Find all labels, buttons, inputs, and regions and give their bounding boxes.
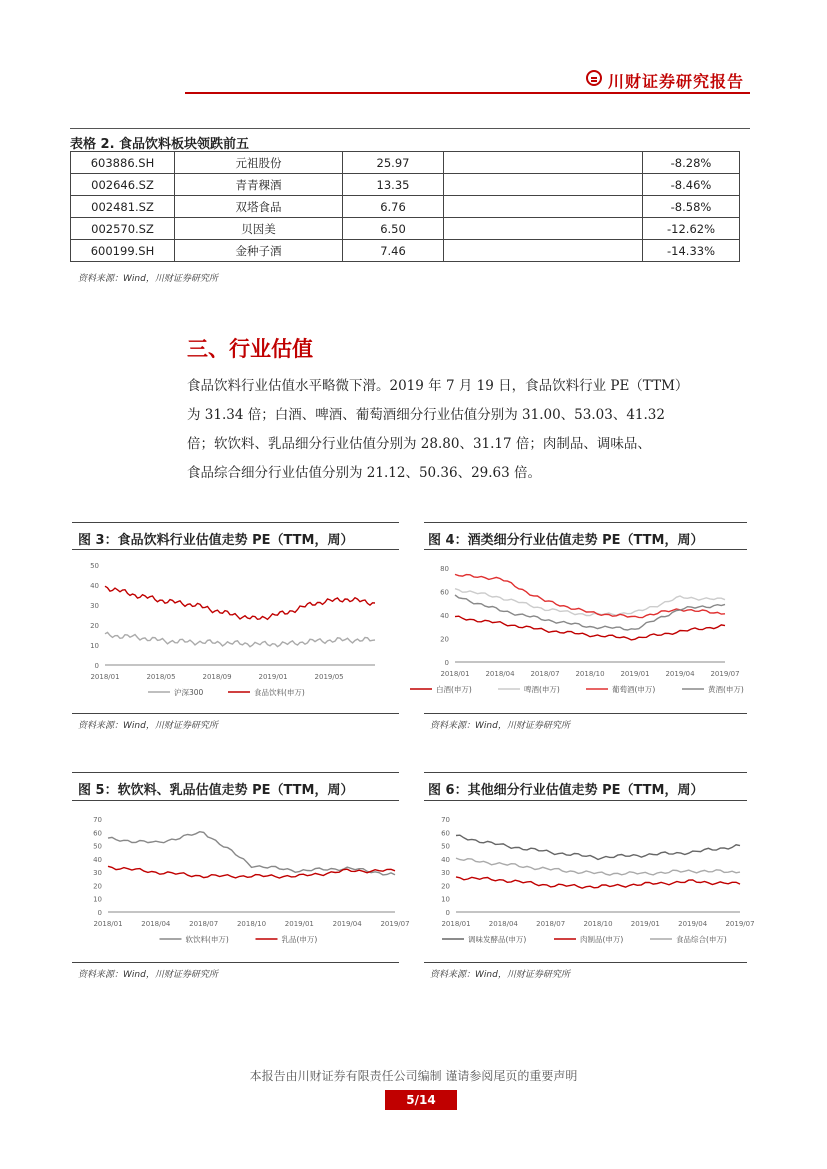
table-row	[71, 218, 740, 240]
stock-name: 青青稞酒	[175, 174, 343, 196]
x-tick-label: 2019/04	[665, 670, 695, 678]
stock-change: -14.33%	[643, 240, 740, 262]
stock-change: -8.28%	[643, 152, 740, 174]
legend-label: 食品饮料(申万)	[254, 688, 305, 697]
series-line	[105, 586, 375, 619]
series-line	[456, 835, 740, 859]
chuancai-logo-icon	[586, 70, 602, 86]
legend-label: 葡萄酒(申万)	[612, 685, 656, 694]
y-tick-label: 0	[444, 659, 449, 667]
table-row	[71, 152, 740, 174]
x-tick-label: 2019/04	[678, 920, 708, 928]
x-tick-label: 2018/01	[440, 670, 470, 678]
page-number: 5/14	[385, 1090, 457, 1110]
paragraph-line: 食品综合细分行业估值分别为 21.12、50.36、29.63 倍。	[187, 465, 542, 481]
x-tick-label: 2018/07	[189, 920, 219, 928]
table-row	[71, 240, 740, 262]
figure-top-rule	[72, 772, 399, 773]
stock-change: -8.46%	[643, 174, 740, 196]
x-tick-label: 2018/05	[146, 673, 176, 681]
x-tick-label: 2019/04	[332, 920, 362, 928]
stock-name: 贝因美	[175, 218, 343, 240]
table-spacer-cell	[444, 152, 643, 174]
stock-price: 6.50	[343, 218, 444, 240]
stock-code: 603886.SH	[71, 152, 175, 174]
legend-label: 调味发酵品(申万)	[468, 935, 527, 944]
figure-title-rule	[72, 800, 399, 801]
pe-trend-chart-other-subsectors	[424, 805, 755, 960]
y-tick-label: 40	[440, 612, 449, 620]
table-title: 表格 2. 食品饮料板块领跌前五	[70, 137, 250, 152]
legend-label: 肉制品(申万)	[580, 935, 624, 944]
stock-code: 600199.SH	[71, 240, 175, 262]
x-tick-label: 2018/07	[530, 670, 560, 678]
series-line	[108, 832, 395, 875]
x-tick-label: 2018/01	[93, 920, 123, 928]
x-tick-label: 2018/01	[90, 673, 120, 681]
figure-title-rule	[424, 549, 747, 550]
series-line	[455, 616, 725, 640]
y-tick-label: 30	[441, 869, 450, 878]
series-line	[456, 877, 740, 888]
y-tick-label: 30	[93, 869, 102, 878]
stock-change: -8.58%	[643, 196, 740, 218]
table-spacer-cell	[444, 218, 643, 240]
y-tick-label: 80	[440, 565, 449, 573]
table-spacer-cell	[444, 174, 643, 196]
stock-name: 金种子酒	[175, 240, 343, 262]
table-source-note: 资料来源：Wind，川财证券研究所	[78, 274, 218, 284]
decliners-table	[70, 151, 740, 262]
table-row	[71, 174, 740, 196]
figure-source-note: 资料来源：Wind，川财证券研究所	[78, 970, 218, 980]
y-tick-label: 40	[90, 582, 99, 590]
stock-price: 7.46	[343, 240, 444, 262]
figure-title: 图 3：食品饮料行业估值走势 PE（TTM，周）	[78, 533, 354, 548]
legend-label: 黄酒(申万)	[708, 685, 744, 694]
x-tick-label: 2018/01	[441, 920, 471, 928]
figure-title-rule	[72, 549, 399, 550]
figure-bottom-rule	[72, 962, 399, 963]
figure-title: 图 5：软饮料、乳品估值走势 PE（TTM，周）	[78, 783, 354, 798]
y-tick-label: 0	[94, 662, 99, 670]
series-line	[105, 632, 375, 646]
figure-bottom-rule	[72, 713, 399, 714]
y-tick-label: 0	[445, 909, 450, 917]
figure-top-rule	[424, 522, 747, 523]
series-line	[456, 858, 740, 875]
y-tick-label: 60	[93, 829, 102, 838]
header-rule	[185, 92, 750, 94]
section-title: 三、行业估值	[187, 337, 313, 361]
paragraph-line: 食品饮料行业估值水平略微下滑。2019 年 7 月 19 日，食品饮料行业 PE（TTM）	[187, 378, 689, 394]
x-tick-label: 2019/01	[620, 670, 650, 678]
paragraph-line: 倍；软饮料、乳品细分行业估值分别为 28.80、31.17 倍；肉制品、调味品、	[187, 436, 651, 452]
stock-code: 002646.SZ	[71, 174, 175, 196]
stock-code: 002481.SZ	[71, 196, 175, 218]
y-tick-label: 20	[90, 622, 99, 630]
y-tick-label: 0	[97, 909, 102, 917]
stock-name: 双塔食品	[175, 196, 343, 218]
y-tick-label: 50	[441, 842, 450, 851]
y-tick-label: 20	[440, 635, 449, 644]
stock-price: 25.97	[343, 152, 444, 174]
y-tick-label: 50	[93, 842, 102, 851]
stock-change: -12.62%	[643, 218, 740, 240]
table-spacer-cell	[444, 196, 643, 218]
x-tick-label: 2018/10	[583, 920, 613, 928]
figure-top-rule	[424, 772, 747, 773]
x-tick-label: 2018/04	[485, 670, 515, 678]
stock-price: 6.76	[343, 196, 444, 218]
y-tick-label: 20	[441, 882, 450, 891]
table-top-rule	[70, 128, 750, 129]
y-tick-label: 60	[441, 829, 450, 838]
stock-code: 002570.SZ	[71, 218, 175, 240]
x-tick-label: 2018/10	[236, 920, 267, 928]
x-tick-label: 2018/04	[141, 920, 171, 928]
x-tick-label: 2018/07	[536, 920, 566, 928]
pe-trend-chart-liquor	[424, 555, 747, 710]
y-tick-label: 70	[93, 816, 102, 824]
x-tick-label: 2018/04	[488, 920, 518, 928]
figure-title-rule	[424, 800, 747, 801]
x-tick-label: 2019/01	[630, 920, 660, 928]
x-tick-label: 2019/07	[380, 920, 410, 928]
x-tick-label: 2019/01	[284, 920, 314, 928]
figure-source-note: 资料来源：Wind，川财证券研究所	[430, 721, 570, 731]
figure-source-note: 资料来源：Wind，川财证券研究所	[78, 721, 218, 731]
figure-top-rule	[72, 522, 399, 523]
paragraph-line: 为 31.34 倍；白酒、啤酒、葡萄酒细分行业估值分别为 31.00、53.03、41.32	[187, 407, 665, 423]
y-tick-label: 10	[441, 895, 450, 904]
stock-price: 13.35	[343, 174, 444, 196]
figure-bottom-rule	[424, 962, 747, 963]
footer-disclaimer: 本报告由川财证券有限责任公司编制 谨请参阅尾页的重要声明	[249, 1069, 578, 1083]
y-tick-label: 10	[93, 895, 102, 904]
pe-trend-chart-soft-drinks-dairy	[72, 805, 410, 960]
report-header-title: 川财证券研究报告	[608, 72, 745, 91]
figure-title: 图 6：其他细分行业估值走势 PE（TTM，周）	[428, 783, 704, 798]
x-tick-label: 2019/07	[710, 670, 740, 678]
table-spacer-cell	[444, 240, 643, 262]
legend-label: 乳品(申万)	[281, 935, 318, 944]
y-tick-label: 40	[93, 855, 102, 864]
figure-source-note: 资料来源：Wind，川财证券研究所	[430, 970, 570, 980]
y-tick-label: 20	[93, 882, 102, 891]
legend-label: 软饮料(申万)	[185, 935, 229, 944]
y-tick-label: 40	[441, 855, 450, 864]
y-tick-label: 60	[440, 588, 449, 597]
y-tick-label: 50	[90, 562, 99, 570]
legend-label: 啤酒(申万)	[524, 685, 560, 694]
x-tick-label: 2018/10	[575, 670, 605, 678]
x-tick-label: 2019/07	[725, 920, 755, 928]
y-tick-label: 70	[441, 816, 450, 824]
legend-label: 白酒(申万)	[436, 685, 472, 694]
figure-bottom-rule	[424, 713, 747, 714]
stock-name: 元祖股份	[175, 152, 343, 174]
pe-trend-chart-food-beverage	[72, 555, 399, 710]
section-paragraph	[187, 372, 753, 488]
legend-label: 沪深300	[174, 688, 204, 697]
legend-label: 食品综合(申万)	[676, 935, 727, 944]
table-row	[71, 196, 740, 218]
y-tick-label: 10	[90, 642, 99, 650]
x-tick-label: 2019/05	[314, 673, 344, 681]
x-tick-label: 2019/01	[258, 673, 288, 681]
y-tick-label: 30	[90, 602, 99, 610]
x-tick-label: 2018/09	[202, 673, 232, 681]
figure-title: 图 4：酒类细分行业估值走势 PE（TTM，周）	[428, 533, 704, 548]
